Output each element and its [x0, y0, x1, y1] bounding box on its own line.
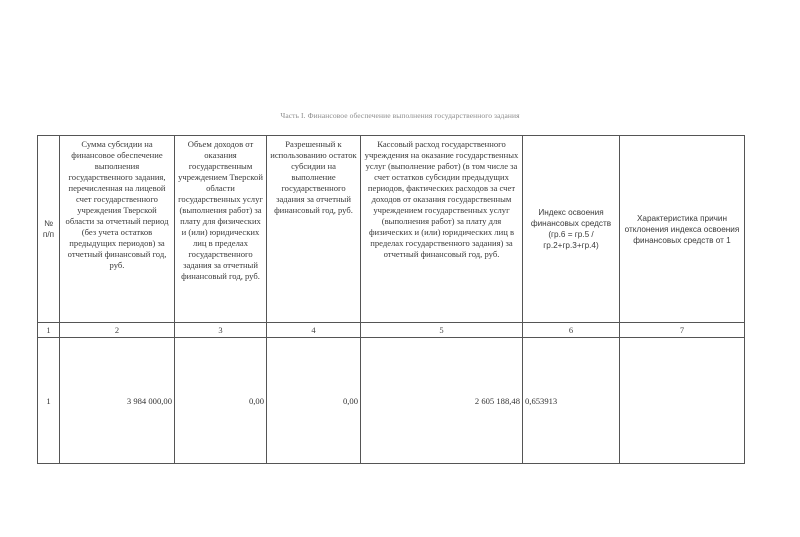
table-row: [38, 338, 745, 464]
column-number: 4: [267, 323, 361, 338]
remainder-amount: 0,00: [267, 338, 361, 464]
column-number: 1: [38, 323, 60, 338]
column-number: 2: [60, 323, 175, 338]
income-amount: 0,00: [175, 338, 267, 464]
column-number-row: [38, 323, 745, 338]
header-cell-remainder: Разрешенный к использованию остаток субсидии на выполнение государственного задания за отчетный финансовый год, руб.: [267, 136, 361, 323]
column-number: 5: [361, 323, 523, 338]
utilization-index: 0,653913: [523, 338, 620, 464]
column-number: 3: [175, 323, 267, 338]
deviation-reason: [620, 338, 745, 464]
header-cell-subsidy: Сумма субсидии на финансовое обеспечение выполнения государственного задания, перечисленная на лицевой счет государственного учреждения Тверской области за отчетный период (без учета остатков предыдущих периодов) за отчетный финансовый год, руб.: [60, 136, 175, 323]
header-cell-number: № п/п: [38, 136, 60, 323]
expense-amount: 2 605 188,48: [361, 338, 523, 464]
column-number: 6: [523, 323, 620, 338]
header-cell-income: Объем доходов от оказания государственным учреждением Тверской области государственных услуг (выполнения работ) за плату для физических и (или) юридических лиц в пределах государственного задания за отчетный финансовый год, руб.: [175, 136, 267, 323]
header-row: [38, 136, 745, 323]
header-cell-index: Индекс освоения финансовых средств (гр.6 = гр.5 / гр.2+гр.3+гр.4): [523, 136, 620, 323]
subsidy-amount: 3 984 000,00: [60, 338, 175, 464]
header-cell-reason: Характеристика причин отклонения индекса освоения финансовых средств от 1: [620, 136, 745, 323]
header-cell-expense: Кассовый расход государственного учреждения на оказание государственных услуг (выполнение работ) (в том числе за счет остатков субсидии предыдущих периодов, фактических расходов за счет доходов от оказания государственным учреждением государственных услуг (выполнения работ) за плату для физических и (или) юридических лиц в пределах государственного задания) за отчетный финансовый год, руб.: [361, 136, 523, 323]
column-number: 7: [620, 323, 745, 338]
finance-report-table: [37, 135, 745, 464]
page-heading: Часть I. Финансовое обеспечение выполнения государственного задания: [280, 111, 520, 120]
row-number: 1: [38, 338, 60, 464]
